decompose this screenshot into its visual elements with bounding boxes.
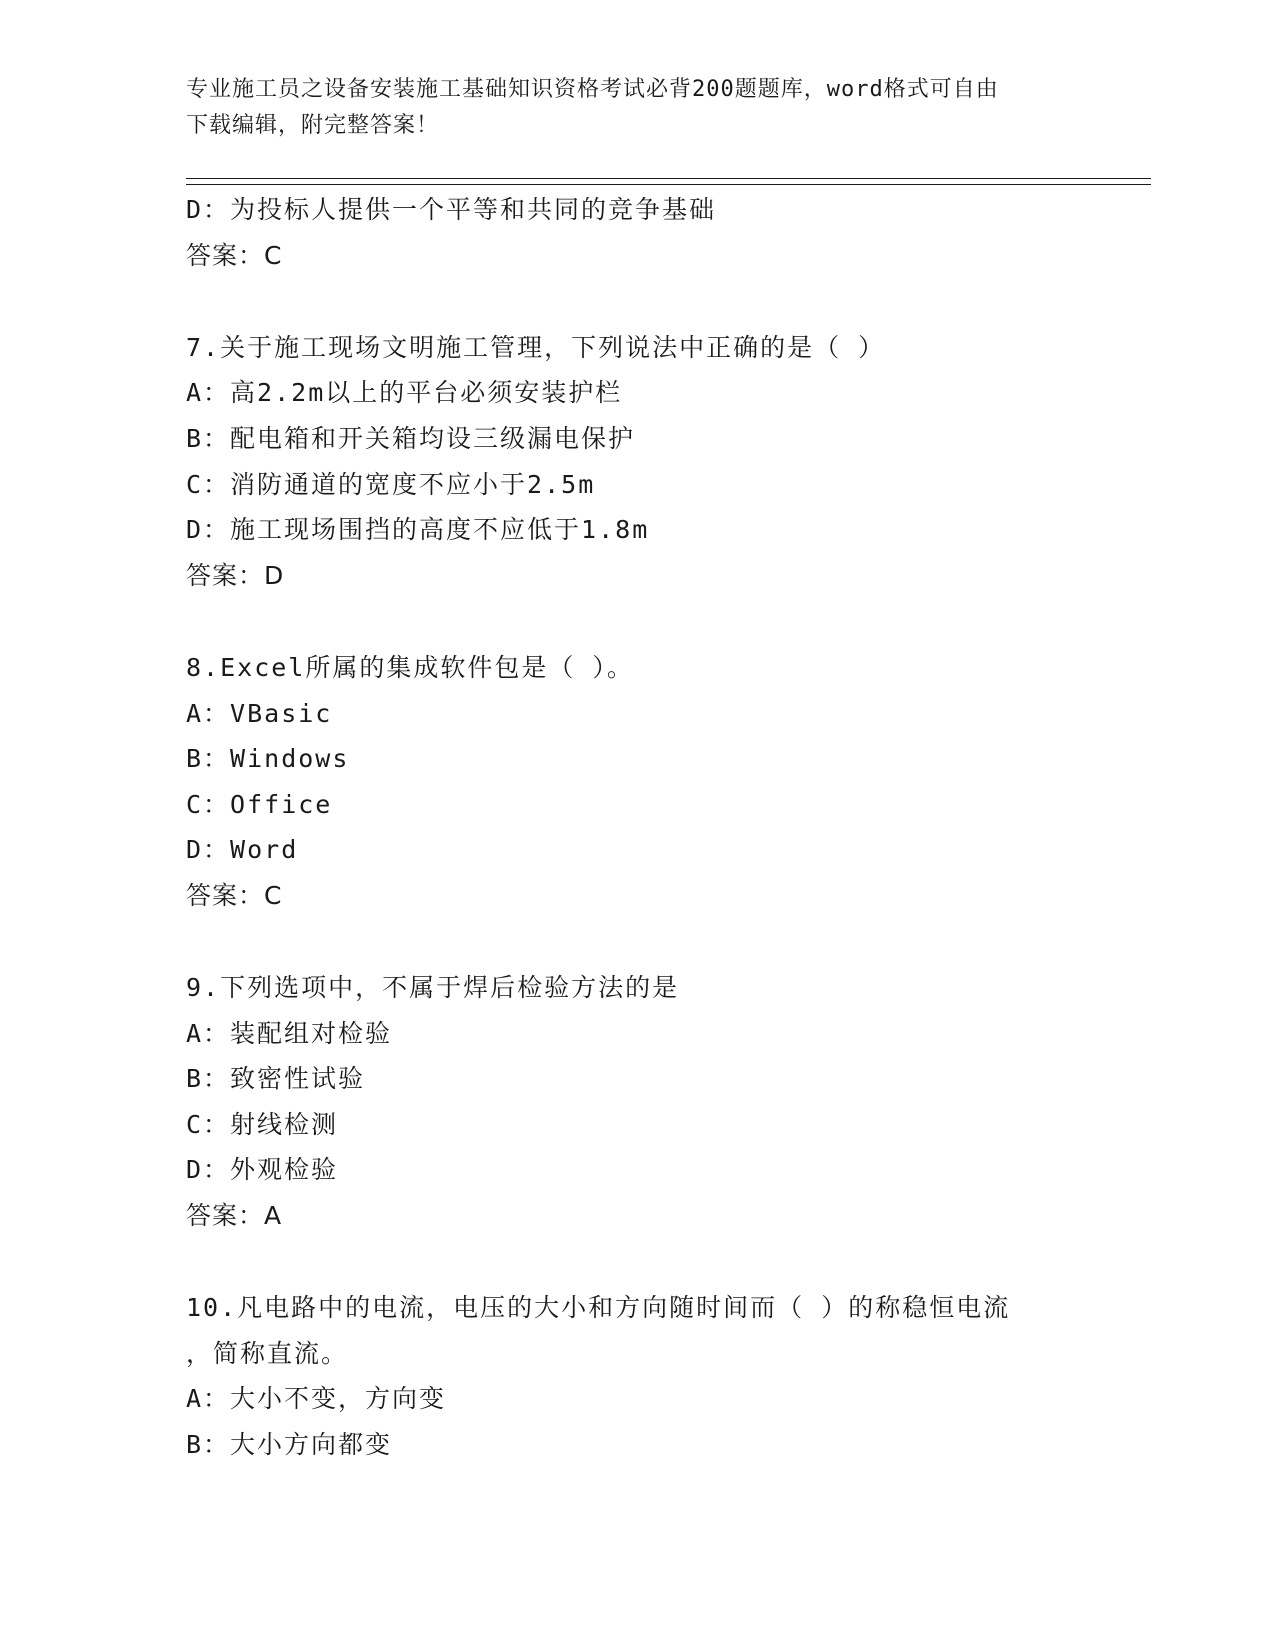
q8-option-a: A：VBasic bbox=[186, 698, 333, 728]
question-list bbox=[186, 187, 1086, 1468]
q8-answer: 答案：C bbox=[186, 880, 283, 910]
spacer bbox=[186, 1239, 1086, 1286]
q8-option-b: B：Windows bbox=[186, 744, 350, 774]
spacer bbox=[186, 598, 1086, 645]
q10-option-a: A：大小不变，方向变 bbox=[186, 1384, 447, 1414]
q7-option-d: D：施工现场围挡的高度不应低于1.8m bbox=[186, 515, 650, 545]
spacer bbox=[186, 919, 1086, 966]
q7-answer: 答案：D bbox=[186, 560, 285, 590]
header-rule-top bbox=[186, 178, 1151, 179]
q6-option-d: D：为投标人提供一个平等和共同的竞争基础 bbox=[186, 195, 717, 224]
q7-option-a: A：高2.2m以上的平台必须安装护栏 bbox=[186, 378, 623, 408]
q8-question: 8.Excel所属的集成软件包是（ ）。 bbox=[186, 652, 634, 682]
q7-question: 7.关于施工现场文明施工管理，下列说法中正确的是（ ） bbox=[186, 332, 886, 362]
q6-answer: 答案：C bbox=[186, 240, 283, 270]
q10-question-line-2: ，简称直流。 bbox=[186, 1338, 349, 1368]
q9-option-a: A：装配组对检验 bbox=[186, 1018, 393, 1048]
q9-option-c: C：射线检测 bbox=[186, 1109, 339, 1139]
header-title-line-1: 专业施工员之设备安装施工基础知识资格考试必背200题题库，word格式可自由 bbox=[186, 77, 999, 102]
header-rule-bottom bbox=[186, 184, 1151, 185]
spacer bbox=[186, 278, 1086, 325]
q7-option-b: B：配电箱和开关箱均设三级漏电保护 bbox=[186, 423, 636, 453]
q9-option-b: B：致密性试验 bbox=[186, 1064, 366, 1094]
q8-option-c: C：Office bbox=[186, 789, 333, 819]
q9-answer: 答案：A bbox=[186, 1201, 283, 1231]
q10-option-b: B：大小方向都变 bbox=[186, 1430, 393, 1460]
q9-option-d: D：外观检验 bbox=[186, 1155, 339, 1185]
header-title-line-2: 下载编辑，附完整答案！ bbox=[186, 113, 440, 138]
q9-question: 9.下列选项中，不属于焊后检验方法的是 bbox=[186, 973, 680, 1003]
q7-option-c: C：消防通道的宽度不应小于2.5m bbox=[186, 469, 596, 499]
q8-option-d: D：Word bbox=[186, 835, 299, 865]
q10-question-line-1: 10.凡电路中的电流，电压的大小和方向随时间而（ ）的称稳恒电流 bbox=[186, 1293, 1011, 1323]
document-header bbox=[186, 72, 1066, 144]
